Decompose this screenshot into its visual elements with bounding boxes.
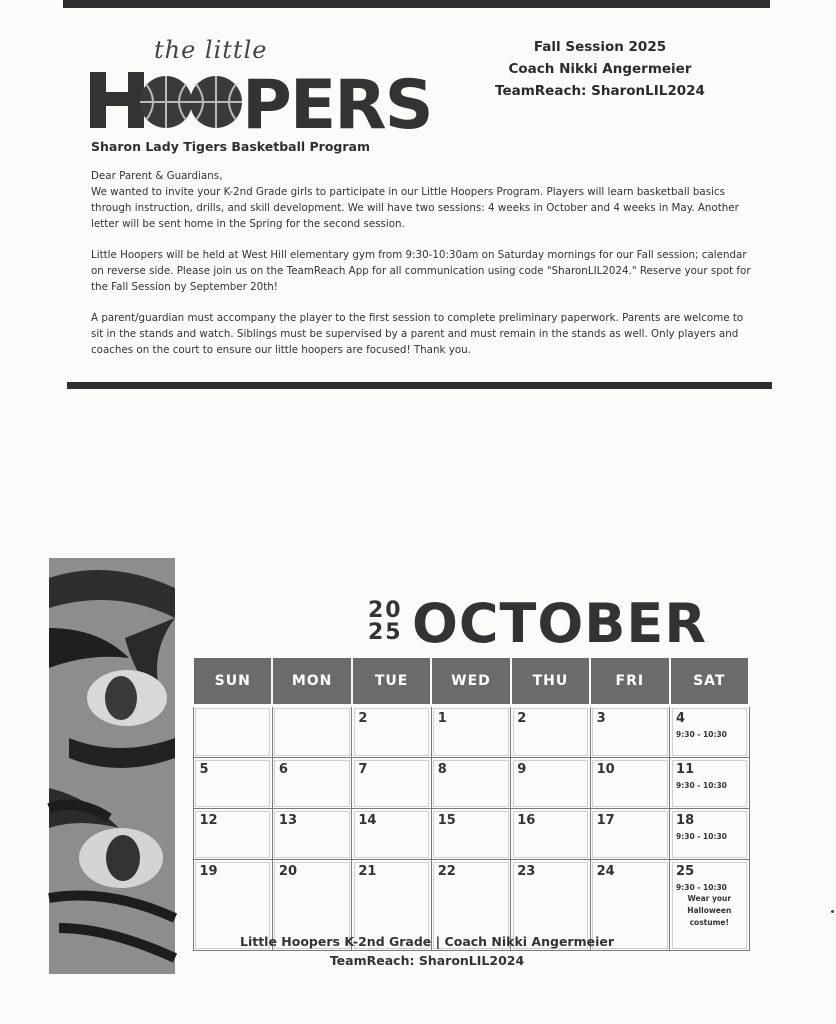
basketball-icon xyxy=(190,76,242,128)
day-cell xyxy=(193,758,272,809)
little-hoopers-logo xyxy=(88,36,432,145)
day-number: 1 xyxy=(437,711,447,726)
session-time: 9:30 - 10:30 xyxy=(676,883,727,892)
day-number: 25 xyxy=(676,864,695,879)
tiger-face-illustration xyxy=(49,558,175,974)
letter-paragraph-2: Little Hoopers will be held at West Hill elementary gym from 9:30-10:30am on Saturday mornings for our Fall session; calendar on reverse side. Please join us on the TeamReach App for all communication using code "SharonLIL2024." Reserve your spot for the Fall Session by September 20th! xyxy=(91,249,751,293)
day-cell xyxy=(511,809,590,860)
week-row xyxy=(193,706,749,758)
day-number: 15 xyxy=(437,813,456,828)
day-cell xyxy=(511,758,590,809)
greeting: Dear Parent & Guardians, xyxy=(91,170,223,182)
day-number: 22 xyxy=(437,864,456,879)
scan-speck xyxy=(831,910,834,913)
hoopers-wordmark xyxy=(88,64,432,145)
day-cell xyxy=(431,809,510,860)
day-cell xyxy=(590,706,669,758)
letter-paragraph-3: A parent/guardian must accompany the player to the first session to complete preliminary paperwork. Parents are welcome to sit in the stands and watch. Siblings must be supervised by a parent and must remain in the stands as well. Only players and coaches on the court to ensure our little hoopers are focused! Thank you. xyxy=(91,312,744,356)
day-number: 8 xyxy=(437,762,447,777)
day-number: 11 xyxy=(676,762,695,777)
day-number: 5 xyxy=(199,762,209,777)
weekday-mon: MON xyxy=(272,657,351,706)
day-cell xyxy=(431,758,510,809)
day-number: 17 xyxy=(596,813,615,828)
day-number: 13 xyxy=(278,813,298,828)
calendar-year xyxy=(368,600,408,644)
day-number: 18 xyxy=(676,813,695,828)
weekday-tue: TUE xyxy=(352,657,431,706)
letter-paragraph-1: We wanted to invite your K-2nd Grade girls to participate in our Little Hoopers Program. Players will learn basketball basics through instruction, drills, and skill development. We will have two sessions: 4 weeks in October and 4 weeks in May. Another letter will be sent home in the Spring for the second session. xyxy=(91,186,739,230)
day-cell-session xyxy=(670,758,749,809)
day-number: 6 xyxy=(278,762,288,777)
logo-script-text: the little xyxy=(154,36,268,64)
day-number: 9 xyxy=(517,762,527,777)
day-number: 12 xyxy=(199,813,218,828)
day-cell xyxy=(590,809,669,860)
logo-letters: PERS xyxy=(242,66,432,145)
footer-line-2: TeamReach: SharonLIL2024 xyxy=(329,953,525,968)
day-number: 20 xyxy=(278,864,298,879)
letter-body xyxy=(91,168,756,373)
weekday-sat: SAT xyxy=(670,657,749,706)
weekday-fri: FRI xyxy=(590,657,669,706)
day-number: 19 xyxy=(199,864,218,879)
top-divider xyxy=(63,0,770,8)
session-time: 9:30 - 10:30 xyxy=(676,781,727,790)
day-cell xyxy=(272,809,351,860)
session-time: 9:30 - 10:30 xyxy=(676,730,727,739)
day-cell xyxy=(352,809,431,860)
weekday-thu: THU xyxy=(511,657,590,706)
day-number: 4 xyxy=(676,711,686,726)
session-info xyxy=(470,36,730,102)
calendar-footer xyxy=(192,932,662,970)
day-cell-session xyxy=(670,809,749,860)
teamreach-code: TeamReach: SharonLIL2024 xyxy=(495,83,705,99)
day-number: 10 xyxy=(596,762,615,777)
day-number: 2 xyxy=(358,711,368,726)
day-number: 3 xyxy=(596,711,606,726)
day-cell xyxy=(193,706,272,758)
day-number: 14 xyxy=(358,813,377,828)
day-number: 21 xyxy=(358,864,377,879)
year-top: 20 xyxy=(368,598,403,623)
halloween-note: Wear your Halloween costume! xyxy=(687,894,732,927)
week-row xyxy=(193,809,749,860)
day-cell xyxy=(511,706,590,758)
coach-name: Coach Nikki Angermeier xyxy=(508,61,692,77)
day-cell xyxy=(431,706,510,758)
week-row xyxy=(193,758,749,809)
day-cell xyxy=(352,758,431,809)
day-cell xyxy=(352,706,431,758)
day-number: 24 xyxy=(596,864,615,879)
day-number: 2 xyxy=(517,711,527,726)
middle-divider xyxy=(67,382,772,389)
weekday-header-row xyxy=(193,657,749,706)
footer-line-1: Little Hoopers K-2nd Grade | Coach Nikki Angermeier xyxy=(239,934,615,949)
weekday-wed: WED xyxy=(431,657,510,706)
day-number: 7 xyxy=(358,762,368,777)
day-cell-session xyxy=(670,860,749,951)
session-time: 9:30 - 10:30 xyxy=(676,832,727,841)
day-cell xyxy=(272,758,351,809)
program-name: Sharon Lady Tigers Basketball Program xyxy=(91,139,371,154)
day-number: 23 xyxy=(517,864,536,879)
october-calendar xyxy=(192,656,750,951)
session-title: Fall Session 2025 xyxy=(533,39,667,55)
calendar-month: OCTOBER xyxy=(412,592,707,655)
day-cell xyxy=(272,706,351,758)
basketball-icon xyxy=(140,76,192,128)
day-number: 16 xyxy=(517,813,536,828)
day-cell xyxy=(193,809,272,860)
day-cell-session xyxy=(670,706,749,758)
day-cell xyxy=(590,758,669,809)
year-bottom: 25 xyxy=(368,620,403,645)
weekday-sun: SUN xyxy=(193,657,272,706)
